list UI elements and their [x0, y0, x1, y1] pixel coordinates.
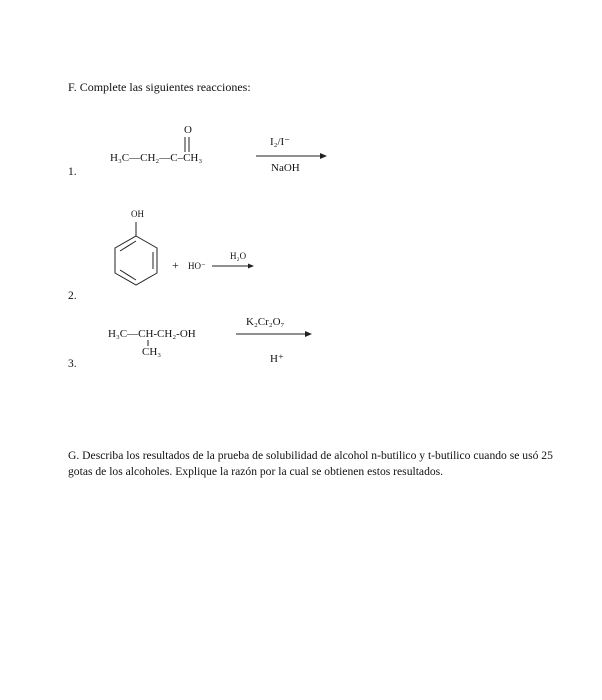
reaction-2-oh-substituent: OH	[131, 209, 144, 219]
reaction-2-plus: +	[172, 258, 179, 272]
reaction-3-number: 3.	[68, 358, 77, 370]
section-f-title: F. Complete las siguientes reacciones:	[68, 80, 251, 94]
reaction-1-reagent-bottom: NaOH	[271, 162, 300, 174]
reaction-2-reagent-top: H₂O	[230, 251, 247, 261]
reaction-2-number: 2.	[68, 290, 77, 302]
reaction-2-hydroxide: HO⁻	[188, 261, 206, 271]
section-g-question: G. Describa los resultados de la prueba de solubilidad de alcohol n-butilico y t-butilico cuando se usó 25 gotas de los alcoholes. Explique la razón por la cual se obtienen estos resultados.	[68, 449, 553, 478]
reaction-3-methyl-branch: CH₃	[142, 346, 162, 358]
reaction-1-reagent-top: I₂/I⁻	[270, 136, 291, 148]
reaction-3-reagent-top: K₂Cr₂O₇	[246, 316, 285, 328]
reaction-1-reactant: H₃C—CH₂—C–CH₃	[110, 152, 203, 164]
reaction-3-reactant: H₃C—CH-CH₂-OH	[108, 328, 196, 340]
reaction-1-carbonyl-oxygen: O	[184, 124, 192, 136]
reaction-3-reagent-bottom: H⁺	[270, 353, 284, 365]
reaction-1-number: 1.	[68, 166, 77, 178]
